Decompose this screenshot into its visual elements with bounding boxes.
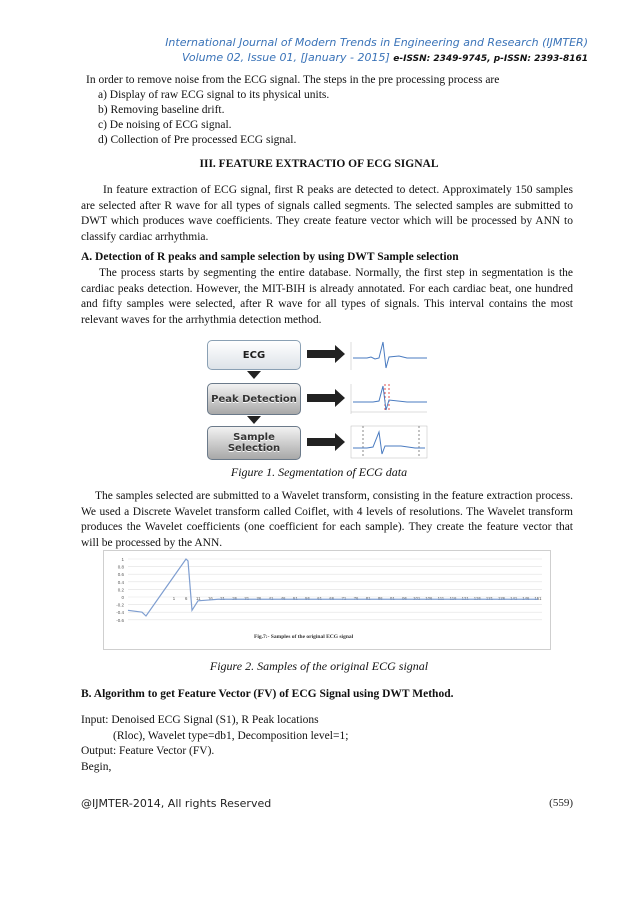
section-heading: III. FEATURE EXTRACTIO OF ECG SIGNAL [199, 158, 439, 170]
wavelet-paragraph: The samples selected are submitted to a Wavelet transform, consisting in the feature extraction process. We used a Discrete Wavelet transform called Coiflet, with 4 levels of resolutions. The Wavelet transform produces the Wavelet coefficients (one coefficient for each sample). They create the feature vector that will be processed by the ANN. [81, 490, 573, 549]
subsection-a-paragraph: The process starts by segmenting the entire database. Normally, the first step in segmentation is the cardiac peaks detection. However, the MIT-BIH is already annotated. For each cardiac beat, one hundred and fifty samples were selected, after R wave for all types of signals. This interval contains the most relevant waves for the arrhythmia detection method. [81, 267, 573, 326]
ecg-box: ECG [207, 340, 301, 370]
sample-selection-thumb-icon [351, 426, 427, 458]
page-number: (559) [549, 797, 573, 809]
x-tick-label: 71 [341, 596, 347, 601]
step-item: a) Display of raw ECG signal to its physical units. [98, 89, 330, 101]
page-footer [81, 797, 573, 810]
journal-title: International Journal of Modern Trends in Engineering and Research (IJMTER) [165, 36, 588, 49]
issn: e-ISSN: 2349-9745, p-ISSN: 2393-8161 [393, 54, 588, 64]
arrow-right-icon [307, 389, 345, 407]
x-tick-label: 56 [305, 596, 310, 601]
figure-2-inner-caption: Fig.7:- Samples of the original ECG signal [254, 634, 354, 640]
x-tick-label: 136 [498, 596, 506, 601]
ecg-samples-chart [104, 551, 550, 649]
x-tick-label: 151 [534, 596, 542, 601]
x-tick-label: 146 [522, 596, 530, 601]
journal-volume [0, 51, 588, 64]
figure-1-signals [307, 340, 429, 462]
x-tick-label: 66 [329, 596, 335, 601]
section3-paragraph: In feature extraction of ECG signal, first R peaks are detected to detect. Approximately 150 samples are selected after R wave for all types of signals called segments. The selected samples are submitted to DWT which produces wave coefficients. They create feature vector which will be processed by ANN to classify cardiac arrhythmia. [81, 184, 573, 243]
x-tick-label: 46 [280, 596, 286, 601]
sample-selection-box: Sample Selection [207, 426, 301, 460]
subsection-b-heading: B. Algorithm to get Feature Vector (FV) of ECG Signal using DWT Method. [81, 688, 454, 700]
x-tick-label: 6 [184, 596, 188, 601]
x-tick-label: 36 [256, 596, 262, 601]
peak-detection-thumb-icon [351, 384, 427, 414]
x-tick-label: 11 [196, 596, 201, 601]
algo-input-line: (Rloc), Wavelet type=db1, Decomposition level=1; [113, 730, 349, 742]
subsection-a-heading: A. Detection of R peaks and sample selection by using DWT Sample selection [81, 251, 459, 263]
x-tick-label: 61 [317, 596, 322, 601]
x-tick-label: 21 [220, 596, 225, 601]
x-tick-label: 31 [244, 596, 250, 601]
peak-detection-box: Peak Detection [207, 383, 301, 415]
y-tick-label: -0.2 [116, 602, 124, 608]
figure-1-diagram [207, 340, 429, 462]
algo-input-line: Input: Denoised ECG Signal (S1), R Peak locations [81, 714, 319, 726]
y-tick-label: 0.6 [117, 572, 124, 578]
y-tick-label: 0.4 [117, 579, 124, 585]
x-tick-label: 1 [172, 596, 176, 601]
copyright-text: @IJMTER-2014, All rights Reserved [81, 797, 272, 810]
x-tick-label: 26 [232, 596, 238, 601]
x-tick-label: 51 [292, 596, 298, 601]
figure-2-caption: Figure 2. Samples of the original ECG signal [209, 659, 429, 673]
figure-1-caption: Figure 1. Segmentation of ECG data [230, 465, 408, 479]
figure-2-chart [103, 550, 551, 650]
arrow-down-icon [247, 416, 261, 424]
y-tick-label: -0.6 [116, 617, 124, 623]
ecg-series-line [128, 559, 538, 616]
x-tick-label: 126 [473, 596, 481, 601]
step-item: c) De noising of ECG signal. [98, 119, 232, 131]
x-tick-label: 91 [390, 596, 395, 601]
x-tick-label: 81 [365, 596, 371, 601]
ecg-signal-thumb-icon [351, 342, 427, 370]
y-tick-label: -0.4 [116, 610, 124, 616]
y-tick-label: 0.8 [117, 564, 124, 570]
arrow-right-icon [307, 345, 345, 363]
x-tick-label: 116 [449, 596, 457, 601]
algo-output-line: Output: Feature Vector (FV). [81, 745, 215, 757]
x-tick-label: 41 [268, 596, 274, 601]
x-tick-label: 131 [485, 596, 494, 601]
x-tick-label: 96 [402, 596, 407, 601]
x-tick-label: 101 [413, 596, 421, 601]
x-tick-label: 141 [510, 596, 518, 601]
x-tick-label: 121 [461, 596, 469, 601]
step-item: d) Collection of Pre processed ECG signal. [98, 134, 297, 146]
x-tick-label: 76 [353, 596, 359, 601]
y-tick-label: 1 [121, 557, 124, 562]
x-tick-label: 16 [208, 596, 213, 601]
y-tick-label: 0.2 [117, 587, 124, 593]
arrow-down-icon [247, 371, 261, 379]
x-tick-label: 86 [377, 596, 383, 601]
intro-text: In order to remove noise from the ECG signal. The steps in the pre processing process are [86, 74, 500, 86]
algo-begin-line: Begin, [81, 761, 112, 773]
y-tick-label: 0 [121, 595, 124, 600]
volume-issue: Volume 02, Issue 01, [January - 2015] [181, 51, 390, 64]
x-tick-label: 106 [425, 596, 433, 601]
x-tick-label: 111 [437, 596, 445, 601]
arrow-right-icon [307, 433, 345, 451]
step-item: b) Removing baseline drift. [98, 104, 225, 116]
